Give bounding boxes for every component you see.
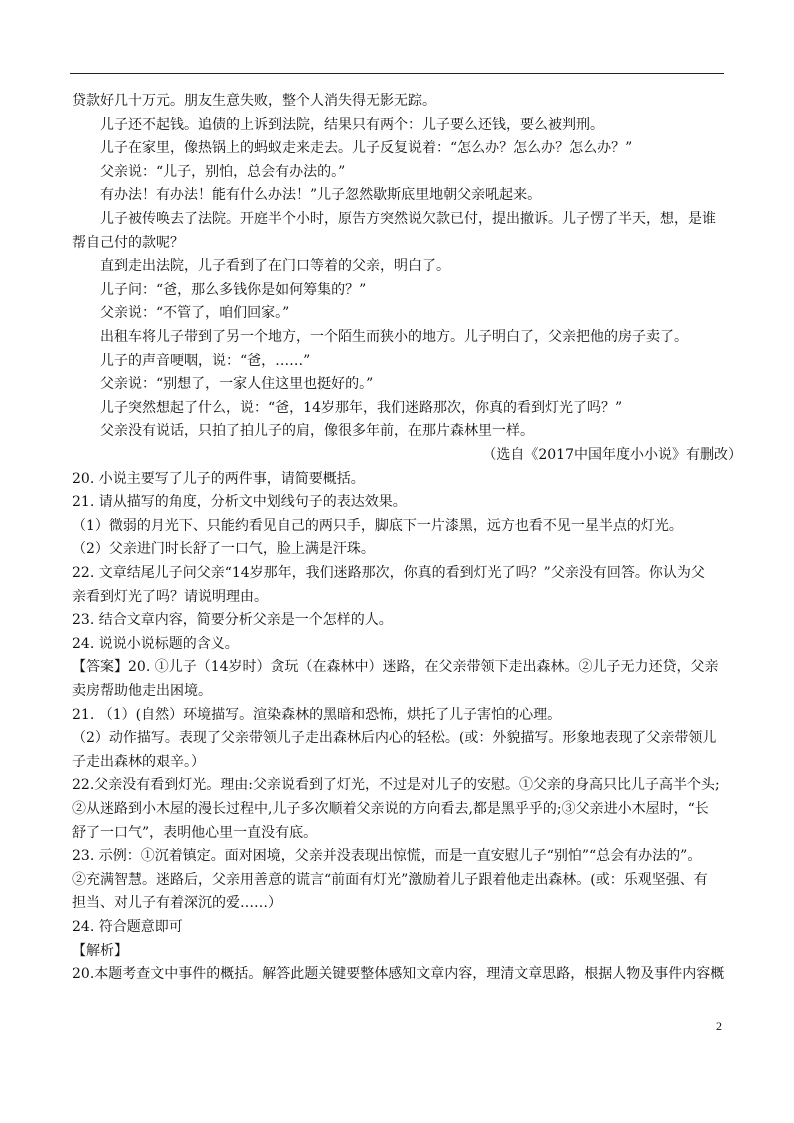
text-line: 帮自己付的款呢？ [72, 234, 184, 251]
text-line: ②从迷路到小木屋的漫长过程中,儿子多次顺着父亲说的方向看去,都是黑乎乎的;③父亲进小木屋时，“长 [72, 801, 709, 817]
text-line: 卖房帮助他走出困境。 [72, 683, 212, 699]
text-line: 儿子的声音哽咽，说：“爸，……” [100, 352, 311, 369]
text-line: 【答案】20. ①儿子（14岁时）贪玩（在森林中）迷路，在父亲带领下走出森林。②儿子无力还贷，父亲 [72, 659, 719, 676]
text-line: （2）动作描写。表现了父亲带领儿子走出森林后内心的轻松。(或：外貌描写。形象地表现了父亲带领儿 [72, 730, 717, 747]
text-line: 有办法！有办法！能有什么办法！”儿子忽然歇斯底里地朝父亲吼起来。 [100, 187, 542, 204]
text-line: 21. 请从描写的角度，分析文中划线句子的表达效果。 [72, 494, 407, 511]
text-line: 22. 文章结尾儿子问父亲“14岁那年，我们迷路那次，你真的看到灯光了吗？”父亲没有回答。你认为父 [72, 565, 705, 581]
text-line: 儿子问：“爸，那么多钱你是如何筹集的？” [100, 281, 367, 298]
text-line: 儿子突然想起了什么，说：“爸，14岁那年，我们迷路那次，你真的看到灯光了吗？” [100, 399, 623, 416]
page-number: 2 [716, 1019, 722, 1033]
text-line: 24. 符合题意即可 [72, 919, 183, 935]
text-line: （1）微弱的月光下、只能约看见自己的两只手，脚底下一片漆黑，远方也看不见一星半点的灯光。 [72, 517, 683, 534]
text-line: 儿子还不起钱。追债的上诉到法院，结果只有两个：儿子要么还钱，要么被判刑。 [100, 116, 604, 133]
text-line: 父亲说：“不管了，咱们回家。” [100, 305, 290, 322]
text-line: 亲看到灯光了吗？请说明理由。 [72, 588, 268, 605]
text-line: 担当、对儿子有着深沉的爱……） [72, 895, 282, 912]
text-line: （2）父亲进门时长舒了一口气，脸上满是汗珠。 [72, 541, 375, 558]
text-line: 儿子被传唤去了法院。开庭半个小时，原告方突然说欠款已付，提出撤诉。儿子愣了半天，想，是谁 [100, 211, 716, 227]
text-line: ②充满智慧。迷路后，父亲用善意的谎言“前面有灯光”激励着儿子跟着他走出森林。(或：乐观坚强、有 [72, 871, 708, 888]
text-line: 贷款好几十万元。朋友生意失败，整个人消失得无影无踪。 [72, 93, 436, 109]
text-line: 父亲说：“别想了，一家人住这里也挺好的。” [100, 376, 374, 393]
text-line: 【解析】 [72, 942, 128, 959]
text-line: 23. 结合文章内容，简要分析父亲是一个怎样的人。 [72, 612, 393, 629]
text-line: （选自《2017中国年度小小说》有删改） [482, 447, 742, 463]
text-line: 20. 小说主要写了儿子的两件事，请简要概括。 [72, 470, 365, 487]
text-line: 23. 示例：①沉着镇定。面对困境，父亲并没表现出惊慌，而是一直安慰儿子“别怕”“总会有办法的”。 [72, 848, 702, 865]
text-line: 20.本题考查文中事件的概括。解答此题关键要整体感知文章内容，理清文章思路，根据人物及事件内容概 [72, 966, 725, 983]
text-line: 儿子在家里，像热锅上的蚂蚁走来走去。儿子反复说着：“怎么办？怎么办？怎么办？” [100, 140, 633, 157]
text-line: 父亲说：“儿子，别怕，总会有办法的。” [100, 163, 346, 180]
text-line: 出租车将儿子带到了另一个地方，一个陌生而狭小的地方。儿子明白了，父亲把他的房子卖了。 [100, 329, 688, 345]
text-line: 21. （1）(自然）环境描写。渲染森林的黑暗和恐怖，烘托了儿子害怕的心理。 [72, 706, 562, 723]
text-line: 24. 说说小说标题的含义。 [72, 635, 239, 652]
text-line: 22.父亲没有看到灯光。理由:父亲说看到了灯光，不过是对儿子的安慰。①父亲的身高只比儿子高半个头; [72, 777, 720, 794]
header-rule [70, 73, 724, 74]
text-line: 父亲没有说话，只拍了拍儿子的肩，像很多年前，在那片森林里一样。 [100, 423, 534, 440]
text-line: 直到走出法院，儿子看到了在门口等着的父亲，明白了。 [100, 258, 450, 275]
text-line: 舒了一口气”，表明他心里一直没有底。 [72, 824, 318, 841]
text-line: 子走出森林的艰辛。） [72, 753, 205, 770]
